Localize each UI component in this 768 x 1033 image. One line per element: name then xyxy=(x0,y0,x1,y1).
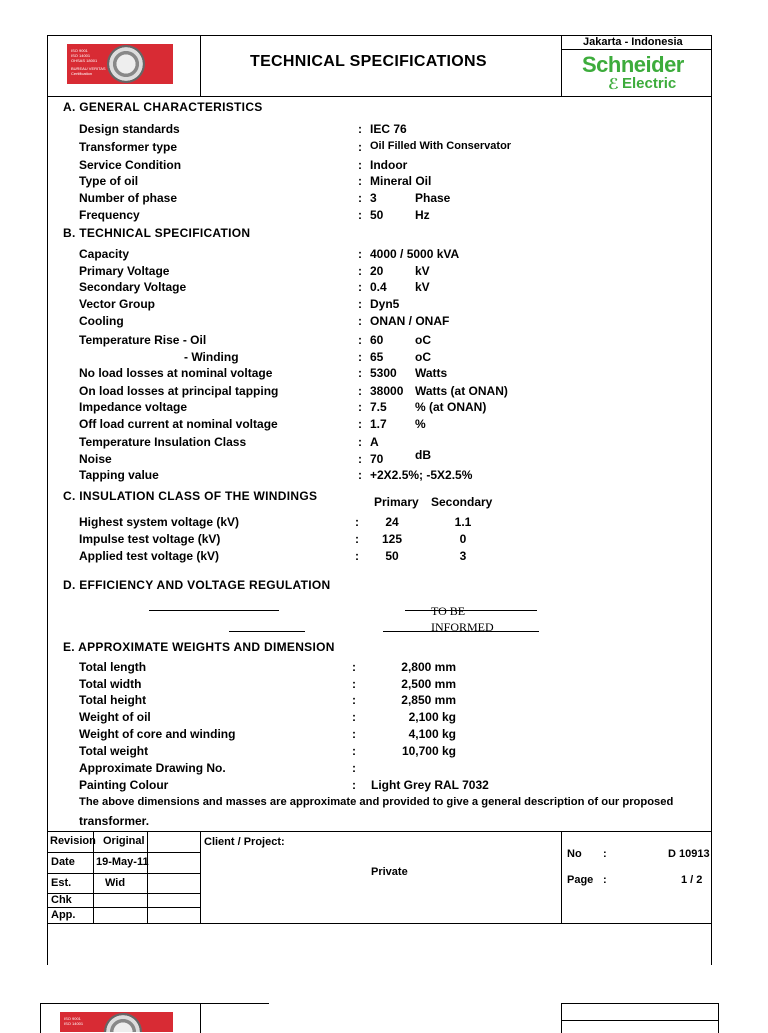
certification-logo-next-page xyxy=(60,1012,173,1032)
insulation-row-colon: : xyxy=(355,515,359,529)
technical-row-value: ONAN / ONAF xyxy=(370,314,450,328)
logo-line: BUREAU VERITAS xyxy=(71,66,106,71)
technical-row-label: Capacity xyxy=(79,247,130,261)
insulation-col-primary: Primary xyxy=(374,495,419,509)
technical-row-label: - Winding xyxy=(184,350,239,364)
est-value: Wid xyxy=(105,877,126,889)
technical-row-colon: : xyxy=(358,384,362,398)
general-row-value: Oil Filled With Conservator xyxy=(370,140,512,152)
revision-label: Revision xyxy=(50,835,96,847)
insulation-row-label: Highest system voltage (kV) xyxy=(79,515,240,529)
insulation-row-secondary: 3 xyxy=(459,549,467,563)
weight-row-label: Total weight xyxy=(79,744,149,758)
certification-logo xyxy=(67,44,173,84)
general-row-value: 50 xyxy=(370,208,384,222)
general-row-colon: : xyxy=(358,208,362,222)
efficiency-line-1 xyxy=(149,610,279,611)
brand-e-icon: ℰ xyxy=(608,76,619,93)
technical-row-value: 70 xyxy=(370,452,384,466)
app-label: App. xyxy=(51,909,76,921)
weight-row-label: Total length xyxy=(79,660,147,674)
technical-row-value: A xyxy=(370,435,379,449)
revision-value: Original xyxy=(103,835,145,847)
section-b-heading: B. TECHNICAL SPECIFICATION xyxy=(63,226,251,240)
logo-line: ISO 14001 xyxy=(64,1021,84,1026)
technical-row-value: 4000 / 5000 kVA xyxy=(370,247,460,261)
date-label: Date xyxy=(51,856,75,868)
technical-row-label: Off load current at nominal voltage xyxy=(79,417,278,431)
general-row-label: Number of phase xyxy=(79,191,178,205)
technical-row-colon: : xyxy=(358,350,362,364)
logo-line: OHSAS 18001 xyxy=(71,58,98,63)
technical-row-label: Secondary Voltage xyxy=(79,280,187,294)
technical-row-colon: : xyxy=(358,280,362,294)
client-project-label: Client / Project: xyxy=(204,836,285,848)
section-c-heading: C. INSULATION CLASS OF THE WINDINGS xyxy=(63,489,318,503)
bureau-veritas-seal-icon xyxy=(104,1013,142,1032)
doc-no-value: D 10913 xyxy=(668,848,710,860)
insulation-row-primary: 24 xyxy=(385,515,399,529)
weight-row-colon: : xyxy=(352,778,356,792)
weight-row-value: 2,850 mm xyxy=(401,693,456,707)
technical-row-colon: : xyxy=(358,400,362,414)
technical-row-value: 7.5 xyxy=(370,400,387,414)
general-row-colon: : xyxy=(358,158,362,172)
brand-name-bottom: Electric xyxy=(622,75,677,92)
general-row-value: Indoor xyxy=(370,158,408,172)
weight-row-value: Light Grey RAL 7032 xyxy=(371,778,489,792)
section-e-heading: E. APPROXIMATE WEIGHTS AND DIMENSION xyxy=(63,640,335,654)
technical-row-colon: : xyxy=(358,314,362,328)
general-row-label: Service Condition xyxy=(79,158,182,172)
technical-row-label: Primary Voltage xyxy=(79,264,170,278)
weight-row-colon: : xyxy=(352,710,356,724)
date-value: 19-May-11 xyxy=(96,856,149,868)
efficiency-note-line2: INFORMED xyxy=(431,620,494,634)
weight-row-label: Approximate Drawing No. xyxy=(79,761,226,775)
technical-row-label: Cooling xyxy=(79,314,124,328)
weight-row-colon: : xyxy=(352,693,356,707)
general-row-label: Transformer type xyxy=(79,140,178,154)
client-project-value: Private xyxy=(371,866,408,878)
est-label: Est. xyxy=(51,877,72,889)
technical-row-colon: : xyxy=(358,366,362,380)
technical-row-unit: kV xyxy=(415,264,430,278)
insulation-row-secondary: 1.1 xyxy=(454,515,472,529)
efficiency-line-3 xyxy=(229,631,305,632)
technical-row-unit: oC xyxy=(415,350,431,364)
note-line-2: transformer. xyxy=(79,814,150,828)
brand-name-top: Schneider xyxy=(582,52,684,77)
general-row-colon: : xyxy=(358,174,362,188)
technical-row-label: Temperature Rise - Oil xyxy=(79,333,207,347)
weight-row-colon: : xyxy=(352,727,356,741)
general-row-unit: Hz xyxy=(415,208,430,222)
technical-row-unit: % xyxy=(415,417,426,431)
logo-line: ISO 9001 xyxy=(71,48,88,53)
technical-row-value: Dyn5 xyxy=(370,297,400,311)
weight-row-colon: : xyxy=(352,744,356,758)
technical-row-unit: Watts (at ONAN) xyxy=(415,384,508,398)
efficiency-line-2 xyxy=(405,610,537,611)
general-row-value: Mineral Oil xyxy=(370,174,432,188)
general-row-label: Frequency xyxy=(79,208,140,222)
technical-row-unit: oC xyxy=(415,333,431,347)
technical-row-label: No load losses at nominal voltage xyxy=(79,366,273,380)
insulation-row-label: Applied test voltage (kV) xyxy=(79,549,220,563)
technical-row-colon: : xyxy=(358,264,362,278)
technical-row-value: 5300 xyxy=(370,366,397,380)
weight-row-label: Weight of oil xyxy=(79,710,151,724)
weight-row-label: Painting Colour xyxy=(79,778,169,792)
weight-row-value: 10,700 kg xyxy=(401,744,456,758)
technical-row-value: 0.4 xyxy=(370,280,387,294)
note-line-1: The above dimensions and masses are approximate and provided to give a general description of our proposed xyxy=(79,796,674,808)
technical-row-label: Tapping value xyxy=(79,468,159,482)
chk-label: Chk xyxy=(51,894,72,906)
technical-row-colon: : xyxy=(358,468,362,482)
general-row-value: IEC 76 xyxy=(370,122,407,136)
technical-row-colon: : xyxy=(358,435,362,449)
technical-row-value: 38000 xyxy=(370,384,404,398)
weight-row-value: 4,100 kg xyxy=(408,727,456,741)
technical-row-colon: : xyxy=(358,297,362,311)
technical-row-label: On load losses at principal tapping xyxy=(79,384,279,398)
technical-row-unit: Watts xyxy=(415,366,448,380)
section-a-heading: A. GENERAL CHARACTERISTICS xyxy=(63,100,263,114)
page-label: Page xyxy=(567,874,594,886)
technical-row-colon: : xyxy=(358,452,362,466)
technical-row-label: Temperature Insulation Class xyxy=(79,435,247,449)
weight-row-value: 2,500 mm xyxy=(401,677,456,691)
technical-row-label: Impedance voltage xyxy=(79,400,188,414)
general-row-colon: : xyxy=(358,191,362,205)
logo-line: ISO 9001 xyxy=(64,1016,81,1021)
doc-no-label: No xyxy=(567,848,582,860)
insulation-row-label: Impulse test voltage (kV) xyxy=(79,532,221,546)
insulation-row-secondary: 0 xyxy=(459,532,467,546)
general-row-colon: : xyxy=(358,140,362,154)
weight-row-label: Total height xyxy=(79,693,147,707)
insulation-col-secondary: Secondary xyxy=(431,495,493,509)
technical-row-value: 1.7 xyxy=(370,417,387,431)
location-label: Jakarta - Indonesia xyxy=(583,36,683,48)
technical-row-unit: dB xyxy=(415,448,431,462)
technical-row-unit: kV xyxy=(415,280,430,294)
insulation-row-primary: 125 xyxy=(381,532,403,546)
bureau-veritas-seal-icon xyxy=(107,45,145,83)
technical-row-value: +2X2.5%; -5X2.5% xyxy=(370,468,473,482)
weight-row-colon: : xyxy=(352,761,356,775)
efficiency-note-line1: TO BE xyxy=(431,604,466,618)
insulation-row-colon: : xyxy=(355,532,359,546)
general-row-colon: : xyxy=(358,122,362,136)
logo-line: ISO 14001 xyxy=(71,53,91,58)
general-row-label: Type of oil xyxy=(79,174,139,188)
technical-row-colon: : xyxy=(358,417,362,431)
technical-row-unit: % (at ONAN) xyxy=(415,400,487,414)
section-d-heading: D. EFFICIENCY AND VOLTAGE REGULATION xyxy=(63,578,331,592)
technical-row-label: Noise xyxy=(79,452,112,466)
logo-line: Certification xyxy=(71,71,93,76)
weight-row-colon: : xyxy=(352,677,356,691)
general-row-value: 3 xyxy=(370,191,377,205)
technical-row-value: 20 xyxy=(370,264,384,278)
technical-row-label: Vector Group xyxy=(79,297,156,311)
doc-no-colon: : xyxy=(603,848,607,860)
weight-row-value: 2,100 kg xyxy=(408,710,456,724)
technical-row-colon: : xyxy=(358,247,362,261)
weight-row-label: Weight of core and winding xyxy=(79,727,236,741)
schneider-electric-logo xyxy=(582,52,702,92)
page-title: TECHNICAL SPECIFICATIONS xyxy=(250,53,487,70)
technical-row-value: 60 xyxy=(370,333,384,347)
insulation-row-colon: : xyxy=(355,549,359,563)
weight-row-colon: : xyxy=(352,660,356,674)
page-value: 1 / 2 xyxy=(681,874,703,886)
general-row-label: Design standards xyxy=(79,122,180,136)
general-row-unit: Phase xyxy=(415,191,451,205)
insulation-row-primary: 50 xyxy=(385,549,399,563)
weight-row-label: Total width xyxy=(79,677,142,691)
technical-row-colon: : xyxy=(358,333,362,347)
page-colon: : xyxy=(603,874,607,886)
technical-row-value: 65 xyxy=(370,350,384,364)
weight-row-value: 2,800 mm xyxy=(401,660,456,674)
